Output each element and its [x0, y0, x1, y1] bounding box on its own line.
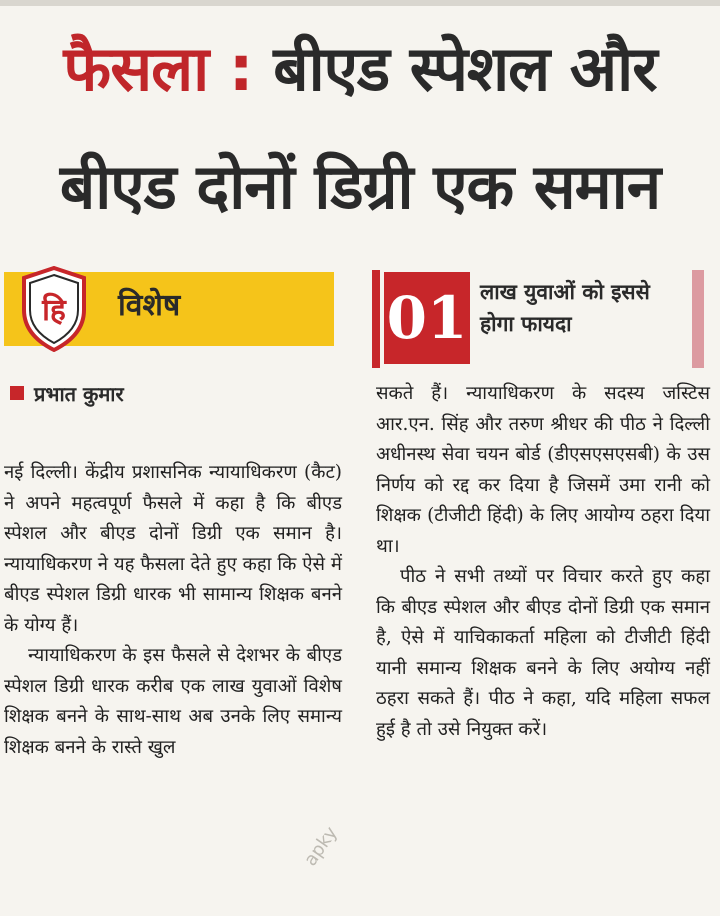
byline-square-icon: [10, 386, 24, 400]
byline: [10, 380, 124, 408]
headline-line-1: [0, 30, 720, 108]
stat-number: 01: [384, 272, 470, 364]
byline-author: प्रभात कुमार: [34, 382, 124, 406]
article-paragraph: न्यायाधिकरण के इस फैसले से देशभर के बीएड स्पेशल डिग्री धारक करीब एक लाख युवाओं विशेष शिक्षक बनने के साथ-साथ अब उनके लिए समान्य शिक्षक बनने के रास्ते खुल: [4, 645, 342, 758]
article-paragraph: पीठ ने सभी तथ्यों पर विचार करते हुए कहा कि बीएड स्पेशल और बीएड दोनों डिग्री एक समान है, ऐसे में याचिकाकर्ता महिला को टीजीटी हिंदी यानी समान्य शिक्षक बनने के लिए अयोग्य नहीं ठहरा सकते हैं। पीठ ने कहा, यदि महिला सफल हुई है तो उसे नियुक्त करें।: [376, 566, 710, 740]
svg-text:हि: हि: [42, 293, 66, 328]
watermark-text: apky: [300, 822, 342, 871]
special-label: विशेष: [118, 288, 181, 323]
stat-caption: लाख युवाओं को इससे होगा फायदा: [480, 280, 650, 336]
headline-line-2: बीएड दोनों डिग्री एक समान: [59, 150, 661, 223]
article-column-right: [376, 379, 710, 745]
top-rule: [0, 0, 720, 6]
article-paragraph: सकते हैं। न्यायाधिकरण के सदस्य जस्टिस आर.एन. सिंह और तरुण श्रीधर की पीठ ने दिल्ली अधीनस्थ सेवा चयन बोर्ड (डीएसएसएसबी) के उस निर्णय को रद्द कर दिया है जिसमें उमा रानी को शिक्षक (टीजीटी हिंदी) के लिए आयोग्य ठहरा दिया था।: [376, 383, 710, 557]
shield-logo-icon: [20, 266, 88, 352]
headline-rest: बीएड स्पेशल और: [273, 32, 657, 105]
article-paragraph: नई दिल्ली। केंद्रीय प्रशासनिक न्यायाधिकरण (कैट) ने अपने महत्वपूर्ण फैसले में कहा है कि बीएड स्पेशल और बीएड दोनों डिग्री एक समान है। न्यायाधिकरण ने यह फैसला देते हुए कहा कि ऐसे में बीएड स्पेशल डिग्री धारक भी सामान्य शिक्षक बनने के योग्य हैं।: [4, 462, 342, 636]
article-column-left: [4, 458, 342, 763]
stat-accent-left: [372, 270, 380, 368]
headline-keyword: फैसला :: [63, 32, 253, 105]
stat-accent-right: [692, 270, 704, 368]
